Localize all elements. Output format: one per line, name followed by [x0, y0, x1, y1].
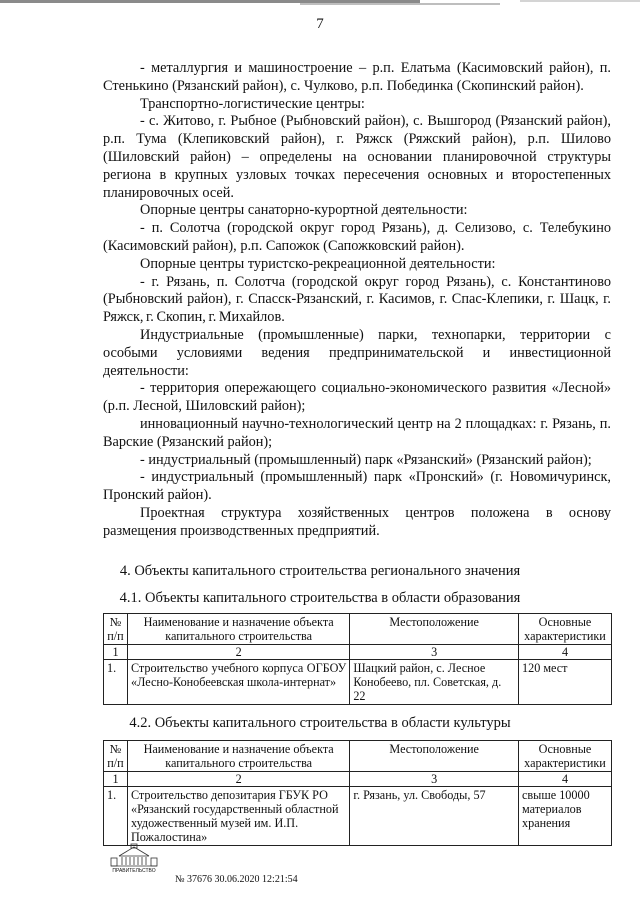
column-number: 4	[519, 645, 612, 660]
table-column-numbers	[104, 645, 612, 660]
culture-table	[103, 740, 612, 846]
header-number: № п/п	[104, 614, 128, 645]
column-number: 2	[127, 645, 349, 660]
paragraph-park-pronsky: - индустриальный (промышленный) парк «Пронский» (г. Новомичуринск, Пронский район).	[103, 469, 611, 504]
document-registration-number: № 37676 30.06.2020 12:21:54	[175, 874, 298, 885]
paragraph-innovation-center: инновационный научно-технологический центр на 2 площадках: г. Рязань, п. Варские (Рязанский район);	[103, 415, 611, 450]
document-body	[103, 60, 611, 541]
object-characteristics: 120 мест	[519, 660, 612, 705]
paragraph-metallurgy: - металлургия и машиностроение – р.п. Елатьма (Касимовский район), п. Стенькино (Рязанский район), с. Чулково, р.п. Побединка (Скопинский район).	[103, 60, 611, 94]
header-location: Местоположение	[350, 614, 519, 645]
paragraph-transport-heading: Транспортно-логистические центры:	[140, 95, 365, 112]
paragraph-tourism-heading: Опорные центры туристско-рекреационной деятельности:	[140, 255, 496, 272]
header-name: Наименование и назначение объекта капитального строительства	[127, 614, 349, 645]
page-number: 7	[316, 16, 324, 32]
table-header-row	[104, 741, 612, 772]
table-row	[104, 660, 612, 705]
table-row	[104, 787, 612, 846]
paragraph-project-structure: Проектная структура хозяйственных центров положена в основу размещения производственных предприятий.	[103, 504, 611, 539]
column-number: 3	[350, 772, 519, 787]
object-characteristics: свыше 10000 материалов хранения	[519, 787, 612, 846]
paragraph-sanatorium-heading: Опорные центры санаторно-курортной деятельности:	[140, 202, 468, 219]
column-number: 1	[104, 772, 128, 787]
section-4-1-title: 4.1. Объекты капитального строительства в области образования	[119, 590, 521, 606]
section-4-title: 4. Объекты капитального строительства регионального значения	[119, 563, 521, 579]
section-4-2-title: 4.2. Объекты капитального строительства в области культуры	[129, 715, 511, 731]
paragraph-park-ryazansky: - индустриальный (промышленный) парк «Рязанский» (Рязанский район);	[140, 451, 592, 468]
object-location: г. Рязань, ул. Свободы, 57	[350, 787, 519, 846]
row-number: 1.	[104, 787, 128, 846]
column-number: 3	[350, 645, 519, 660]
table-header-row	[104, 614, 612, 645]
object-name: Строительство депозитария ГБУК РО «Рязанский государственный областной художественный музей им. И.П. Пожалостина»	[127, 787, 349, 846]
header-number: № п/п	[104, 741, 128, 772]
header-location: Местоположение	[350, 741, 519, 772]
stamp-caption: ПРАВИТЕЛЬСТВО	[112, 868, 156, 874]
paragraph-sanatorium-list: - п. Солотча (городской округ город Рязань), д. Селизово, с. Телебукино (Касимовский район), р.п. Сапожок (Сапожковский район).	[103, 220, 611, 254]
table-column-numbers	[104, 772, 612, 787]
header-characteristics: Основные характеристики	[519, 741, 612, 772]
government-building-icon	[103, 842, 165, 880]
education-table	[103, 613, 612, 705]
registration-footer	[103, 842, 403, 892]
object-location: Шацкий район, с. Лесное Конобеево, пл. Советская, д. 22	[350, 660, 519, 705]
column-number: 1	[104, 645, 128, 660]
paragraph-transport-list: - с. Житово, г. Рыбное (Рыбновский район), с. Вышгород (Рязанский район), р.п. Тума (Клепиковский район), г. Ряжск (Ряжский район), р.п. Шилово (Шиловский район) – определены на основании планировочной структуры региона в крупных узловых точках пересечения основных и второстепенных планировочных осей.	[103, 113, 611, 201]
paragraph-toser: - территория опережающего социально-экономического развития «Лесной» (р.п. Лесной, Шиловский район);	[103, 380, 611, 415]
row-number: 1.	[104, 660, 128, 705]
paragraph-industrial-heading: Индустриальные (промышленные) парки, технопарки, территории с особыми условиями ведения предпринимательской и инвестиционной деятельности:	[103, 326, 611, 379]
column-number: 2	[127, 772, 349, 787]
header-characteristics: Основные характеристики	[519, 614, 612, 645]
object-name: Строительство учебного корпуса ОГБОУ «Лесно-Конобеевская школа-интернат»	[127, 660, 349, 705]
scan-edge-artifact	[0, 0, 640, 10]
paragraph-tourism-list: - г. Рязань, п. Солотча (городской округ город Рязань), с. Константиново (Рыбновский район), г. Спасск-Рязанский, г. Касимов, г. Спас-Клепики, г. Шацк, г. Ряжск, г. Скопин, г. Михайлов.	[103, 273, 611, 326]
header-name: Наименование и назначение объекта капитального строительства	[127, 741, 349, 772]
column-number: 4	[519, 772, 612, 787]
